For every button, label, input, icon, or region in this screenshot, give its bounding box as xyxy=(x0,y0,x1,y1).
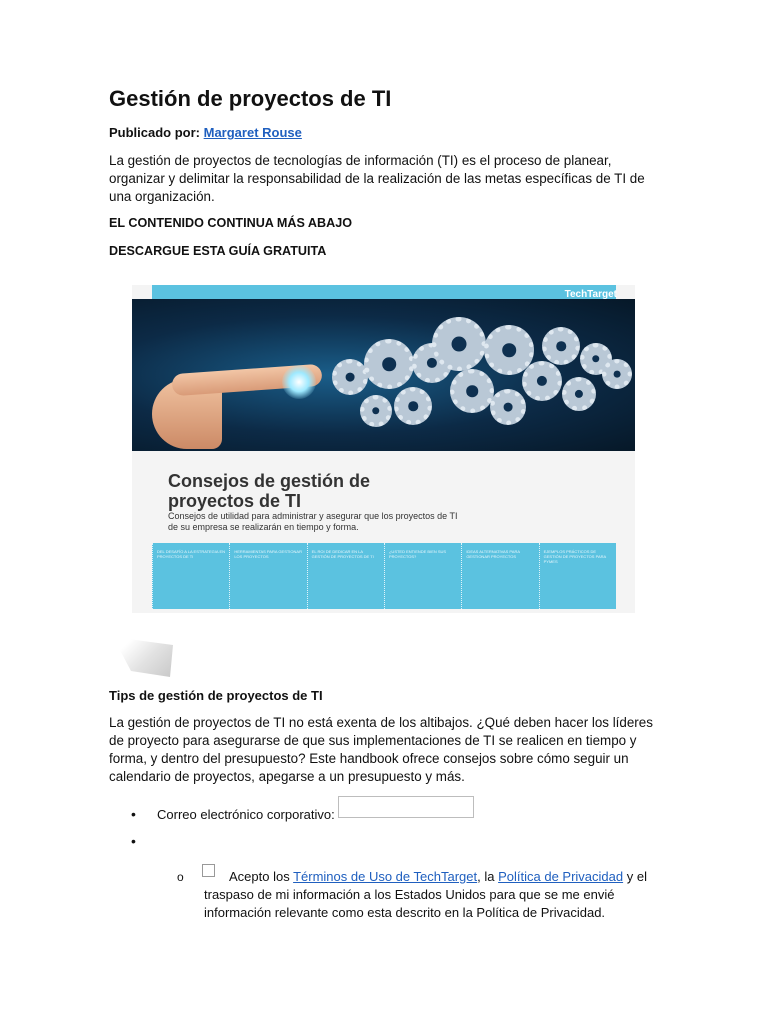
accept-terms-text xyxy=(204,868,654,922)
author-link[interactable]: Margaret Rouse xyxy=(203,125,302,140)
bullet-icon: • xyxy=(131,806,136,822)
email-label: Correo electrónico corporativo: xyxy=(157,807,335,822)
sub-bullet-icon: o xyxy=(177,870,184,884)
guide-title: Consejos de gestión de proyectos de TI xyxy=(168,471,371,511)
tips-paragraph: La gestión de proyectos de TI no está exenta de los altibajos. ¿Qué deben hacer los líderes de proyecto para asegurarse de que sus implementaciones de TI se realicen en tiempo y forma, y dentro del presupuesto? Este handbook ofrece consejos sobre cómo seguir un calendario de proyectos, apegarse a un presupuesto y más. xyxy=(109,715,653,784)
intro-paragraph: La gestión de proyectos de tecnologías de información (TI) es el proceso de planear, organizar y delimitar la responsabilidad de la realización de las metas específicas de TI de una organización. xyxy=(109,153,645,204)
bullet-icon: • xyxy=(131,833,136,849)
accept-prefix: Acepto los xyxy=(229,869,294,884)
email-field[interactable] xyxy=(338,796,474,818)
guide-section: EJEMPLOS PRÁCTICOS DE GESTIÓN DE PROYECTOS PARA PYMES xyxy=(539,543,616,609)
terms-link[interactable]: Términos de Uso de TechTarget xyxy=(293,869,478,884)
download-heading: DESCARGUE ESTA GUÍA GRATUITA xyxy=(109,244,327,258)
page-title: Gestión de proyectos de TI xyxy=(109,86,392,111)
guide-section: EL ROI DE DEDICAR EN LA GESTIÓN DE PROYECTOS DE TI xyxy=(307,543,384,609)
byline xyxy=(109,125,302,140)
guide-sections xyxy=(152,543,616,609)
techtarget-logo: TechTarget xyxy=(564,289,617,300)
guide-section: HERRAMIENTAS PARA GESTIONAR LOS PROYECTOS xyxy=(229,543,306,609)
guide-section: DEL DESAFÍO A LA ESTRATEGIA EN PROYECTOS DE TI xyxy=(152,543,229,609)
privacy-link[interactable]: Política de Privacidad xyxy=(498,869,624,884)
guide-cover-image[interactable] xyxy=(132,285,635,613)
cover-gears-scene xyxy=(132,299,635,451)
byline-label: Publicado por: xyxy=(109,125,200,140)
page-curl-icon xyxy=(113,637,173,677)
continue-notice: EL CONTENIDO CONTINUA MÁS ABAJO xyxy=(109,216,353,230)
guide-subtitle: Consejos de utilidad para administrar y asegurar que los proyectos de TI de su empresa se realizarán en tiempo y forma. xyxy=(168,511,458,532)
accept-mid: , la xyxy=(477,869,499,884)
tips-heading: Tips de gestión de proyectos de TI xyxy=(109,688,323,703)
accept-suffix: y el traspaso de mi información a los Estados Unidos para que se me envié información relevante como esta descrito en la Política de Privacidad. xyxy=(204,869,647,920)
guide-section: ¿USTED ENTIENDE BIEN SUS PROYECTOS? xyxy=(384,543,461,609)
guide-section: IDEAS ALTERNATIVAS PARA GESTIONAR PROYECTOS xyxy=(461,543,538,609)
